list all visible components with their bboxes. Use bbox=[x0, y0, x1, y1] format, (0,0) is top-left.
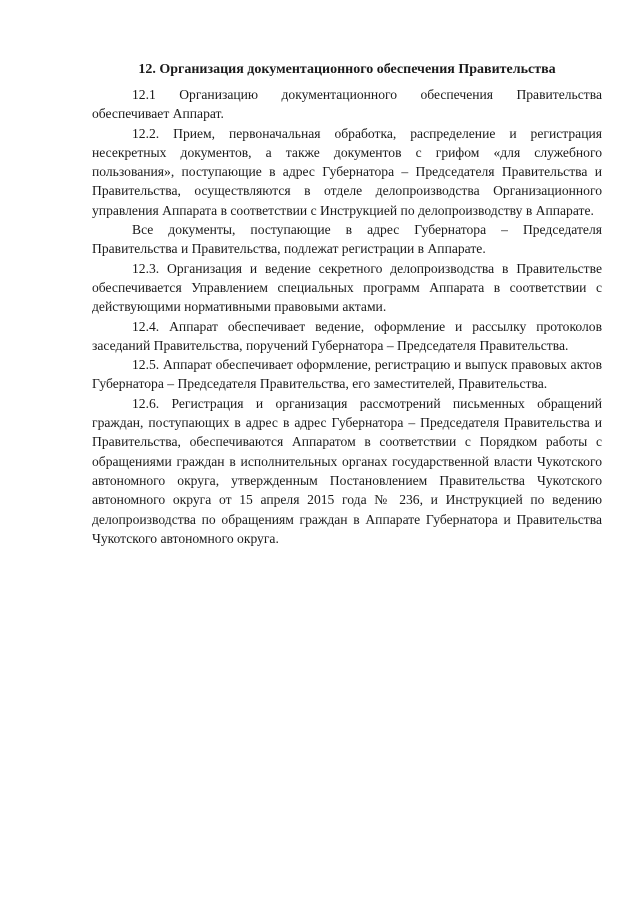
paragraph-12-4: 12.4. Аппарат обеспечивает ведение, оформление и рассылку протоколов заседаний Правительства, поручений Губернатора – Председателя Правительства. bbox=[92, 318, 602, 353]
paragraph-12-5: 12.5. Аппарат обеспечивает оформление, регистрацию и выпуск правовых актов Губернатора – Председателя Правительства, его заместителей, Правительства. bbox=[92, 357, 602, 392]
paragraph-12-6: 12.6. Регистрация и организация рассмотрений письменных обращений граждан, поступающих в адрес в адрес Губернатора – Председателя Правительства и Правительства, обеспечиваются Аппаратом в соответствии с Порядком работы с обращениями граждан в исполнительных органах государственной власти Чукотского автономного округа, утвержденным Постановлением Правительства Чукотского автономного округа от 15 апреля 2015 года № 236, и Инструкцией по ведению делопроизводства по обращениям граждан в Аппарате Губернатора и Правительства Чукотского автономного округа. bbox=[92, 395, 602, 546]
paragraph-12-2: 12.2. Прием, первоначальная обработка, распределение и регистрация несекретных документов, а также документов с грифом «для служебного пользования», поступающие в адрес Губернатора – Председателя Правительства и Правительства, осуществляются в отделе делопроизводства Организационного управления Аппарата в соответствии с Инструкцией по делопроизводству в Аппарате. bbox=[92, 125, 602, 218]
section-heading: 12. Организация документационного обеспечения Правительства bbox=[138, 62, 556, 77]
paragraph-registration-note: Все документы, поступающие в адрес Губернатора – Председателя Правительства и Правительства, подлежат регистрации в Аппарате. bbox=[92, 222, 602, 257]
paragraph-12-3: 12.3. Организация и ведение секретного делопроизводства в Правительстве обеспечивается Управлением специальных программ Аппарата в соответствии с действующими нормативными правовыми актами. bbox=[92, 260, 602, 315]
paragraph-12-1: 12.1 Организацию документационного обеспечения Правительства обеспечивает Аппарат. bbox=[92, 87, 602, 122]
document-body bbox=[92, 60, 602, 548]
